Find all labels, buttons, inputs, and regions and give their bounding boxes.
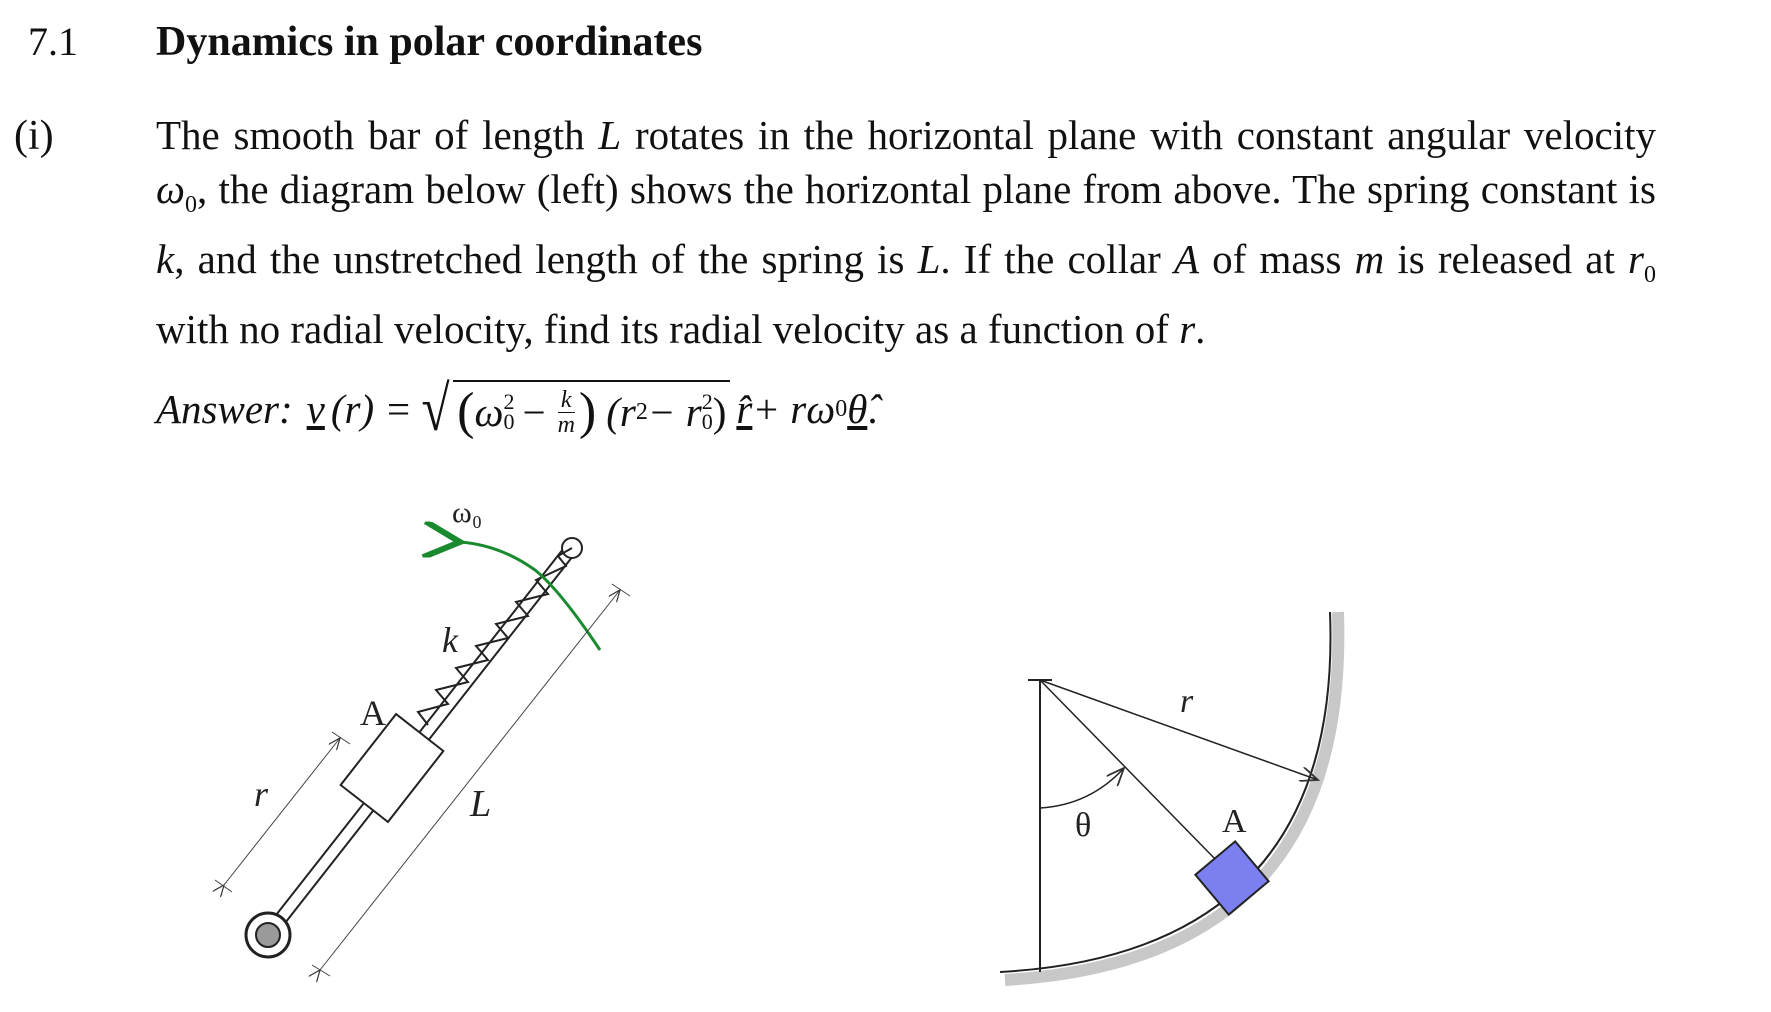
block-A <box>1195 841 1268 914</box>
k-label: k <box>442 620 458 660</box>
section-number: 7.1 <box>28 19 78 64</box>
answer-fraction: $\frac{k}{m}$ <box>557 386 575 438</box>
part-label: (i) <box>14 113 54 159</box>
A-label: A <box>360 693 386 733</box>
curved-surface <box>1005 612 1338 980</box>
section-title: Dynamics in polar coordinates <box>156 19 703 65</box>
answer-sqrt: √ ( ω 2 0 − $\frac{k}{m}$ ) (r 2 − r 2 0 ) <box>418 380 730 438</box>
r-label: r <box>254 774 269 814</box>
theta-arc <box>1040 768 1124 808</box>
answer-line: Answer: v (r) = √ ( ω 2 0 − $\frac{k}{m}$ ) (r 2 − r 2 0 ) r̂ + rω 0 θ̂ . <box>156 373 878 444</box>
L-label: L <box>470 783 492 825</box>
theta-label: θ <box>1075 807 1092 844</box>
right-diagram <box>1000 612 1338 980</box>
left-diagram <box>215 496 630 976</box>
answer-velocity-symbol: v <box>306 386 325 432</box>
problem-statement: The smooth bar of length L rotates in the horizontal plane with constant angular velocity $\omega_0$, the diagram below (left) shows the horizontal plane from above. The spring constant is k, and the unstretched length of the spring is L. If the collar A of mass m is released at $r_0$ with no radial velocity, find its radial velocity as a function of r. <box>156 112 1656 353</box>
answer-label: Answer: <box>156 386 293 432</box>
omega-label: ω₀ <box>452 496 483 529</box>
right-A-label: A <box>1222 803 1247 840</box>
answer-argument: (r) = <box>330 386 413 432</box>
radius-line <box>1040 680 1318 780</box>
right-r-label: r <box>1180 683 1194 720</box>
